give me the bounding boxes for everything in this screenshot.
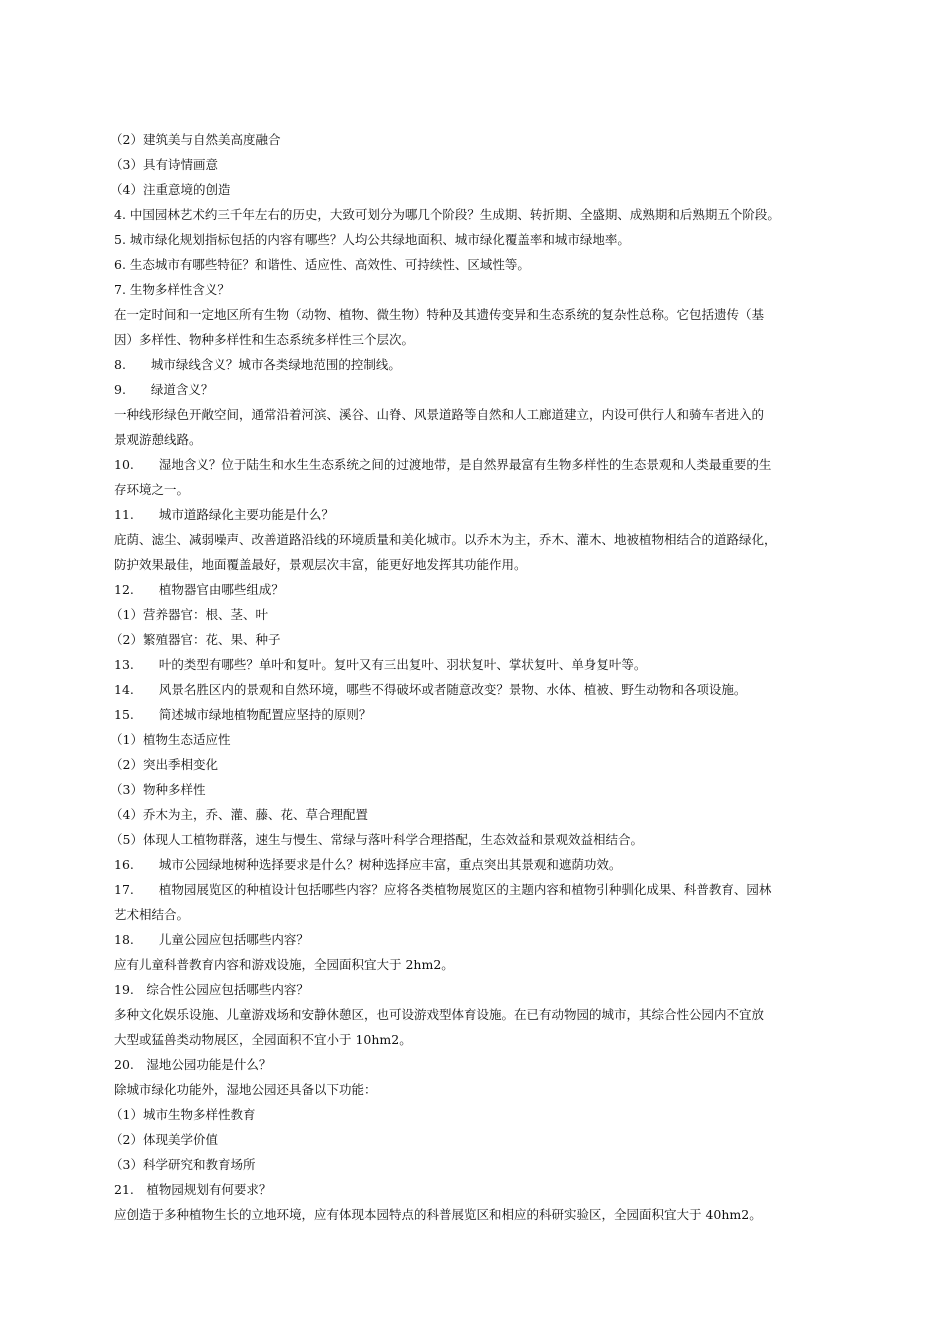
list-item: （1）城市生物多样性教育 — [110, 1107, 256, 1122]
list-item: （2）建筑美与自然美高度融合 — [110, 132, 281, 147]
text-line: 除城市绿化功能外，湿地公园还具备以下功能： — [114, 1082, 377, 1097]
text-line: 6. 生态城市有哪些特征？和谐性、适应性、高效性、可持续性、区域性等。 — [114, 257, 530, 272]
text-line: 9. 绿道含义？ — [114, 382, 214, 397]
text-line: 11. 城市道路绿化主要功能是什么？ — [114, 507, 334, 522]
list-item: （1）营养器官：根、茎、叶 — [110, 607, 268, 622]
list-item: （4）注重意境的创造 — [110, 182, 231, 197]
list-item: （3）具有诗情画意 — [110, 157, 218, 172]
text-line: 17. 植物园展览区的种植设计包括哪些内容？应将各类植物展览区的主题内容和植物引种驯化成果、科普教育、园林 — [114, 882, 772, 897]
text-line: 存环境之一。 — [114, 482, 190, 497]
list-item: （2）体现美学价值 — [110, 1132, 218, 1147]
text-line: 景观游憩线路。 — [114, 432, 202, 447]
document-body — [110, 127, 850, 1227]
text-line: 在一定时间和一定地区所有生物（动物、植物、微生物）特种及其遗传变异和生态系统的复杂性总称。它包括遗传（基 — [114, 307, 765, 322]
text-line: 应有儿童科普教育内容和游戏设施，全园面积宜大于 2hm2。 — [114, 957, 454, 972]
text-line: 艺术相结合。 — [114, 907, 190, 922]
list-item: （2）繁殖器官：花、果、种子 — [110, 632, 281, 647]
text-line: 12. 植物器官由哪些组成？ — [114, 582, 284, 597]
text-line: 21. 植物园规划有何要求？ — [114, 1182, 272, 1197]
list-item: （5）体现人工植物群落，速生与慢生、常绿与落叶科学合理搭配，生态效益和景观效益相结合。 — [110, 832, 643, 847]
text-line: 15. 简述城市绿地植物配置应坚持的原则？ — [114, 707, 372, 722]
text-line: 16. 城市公园绿地树种选择要求是什么？树种选择应丰富，重点突出其景观和遮荫功效。 — [114, 857, 622, 872]
text-line: 20. 湿地公园功能是什么？ — [114, 1057, 272, 1072]
text-line: 18. 儿童公园应包括哪些内容？ — [114, 932, 309, 947]
list-item: （3）物种多样性 — [110, 782, 206, 797]
text-line: 7. 生物多样性含义？ — [114, 282, 230, 297]
text-line: 5. 城市绿化规划指标包括的内容有哪些？人均公共绿地面积、城市绿化覆盖率和城市绿地率。 — [114, 232, 630, 247]
text-line: 8. 城市绿线含义？城市各类绿地范围的控制线。 — [114, 357, 401, 372]
text-line: 应创造于多种植物生长的立地环境，应有体现本园特点的科普展览区和相应的科研实验区，全园面积宜大于 40hm2。 — [114, 1207, 762, 1222]
list-item: （1）植物生态适应性 — [110, 732, 231, 747]
text-line: 因）多样性、物种多样性和生态系统多样性三个层次。 — [114, 332, 415, 347]
text-line: 多种文化娱乐设施、儿童游戏场和安静休憩区，也可设游戏型体育设施。在已有动物园的城市，其综合性公园内不宜放 — [114, 1007, 765, 1022]
text-line: 庇荫、滤尘、减弱噪声、改善道路沿线的环境质量和美化城市。以乔木为主，乔木、灌木、地被植物相结合的道路绿化， — [114, 532, 777, 547]
text-line: 防护效果最佳，地面覆盖最好，景观层次丰富，能更好地发挥其功能作用。 — [114, 557, 527, 572]
text-line: 大型或猛兽类动物展区，全园面积不宜小于 10hm2。 — [114, 1032, 412, 1047]
text-line: 19. 综合性公园应包括哪些内容？ — [114, 982, 309, 997]
list-item: （2）突出季相变化 — [110, 757, 218, 772]
text-line: 一种线形绿色开敞空间，通常沿着河滨、溪谷、山脊、风景道路等自然和人工廊道建立，内设可供行人和骑车者进入的 — [114, 407, 765, 422]
text-line: 14. 风景名胜区内的景观和自然环境，哪些不得破坏或者随意改变？景物、水体、植被、野生动物和各项设施。 — [114, 682, 747, 697]
list-item: （4）乔木为主，乔、灌、藤、花、草合理配置 — [110, 807, 368, 822]
list-item: （3）科学研究和教育场所 — [110, 1157, 256, 1172]
text-line: 10. 湿地含义？位于陆生和水生生态系统之间的过渡地带，是自然界最富有生物多样性的生态景观和人类最重要的生 — [114, 457, 772, 472]
text-line: 4. 中国园林艺术约三千年左右的历史，大致可划分为哪几个阶段？生成期、转折期、全盛期、成熟期和后熟期五个阶段。 — [114, 207, 780, 222]
text-line: 13. 叶的类型有哪些？单叶和复叶。复叶又有三出复叶、羽状复叶、掌状复叶、单身复叶等。 — [114, 657, 647, 672]
